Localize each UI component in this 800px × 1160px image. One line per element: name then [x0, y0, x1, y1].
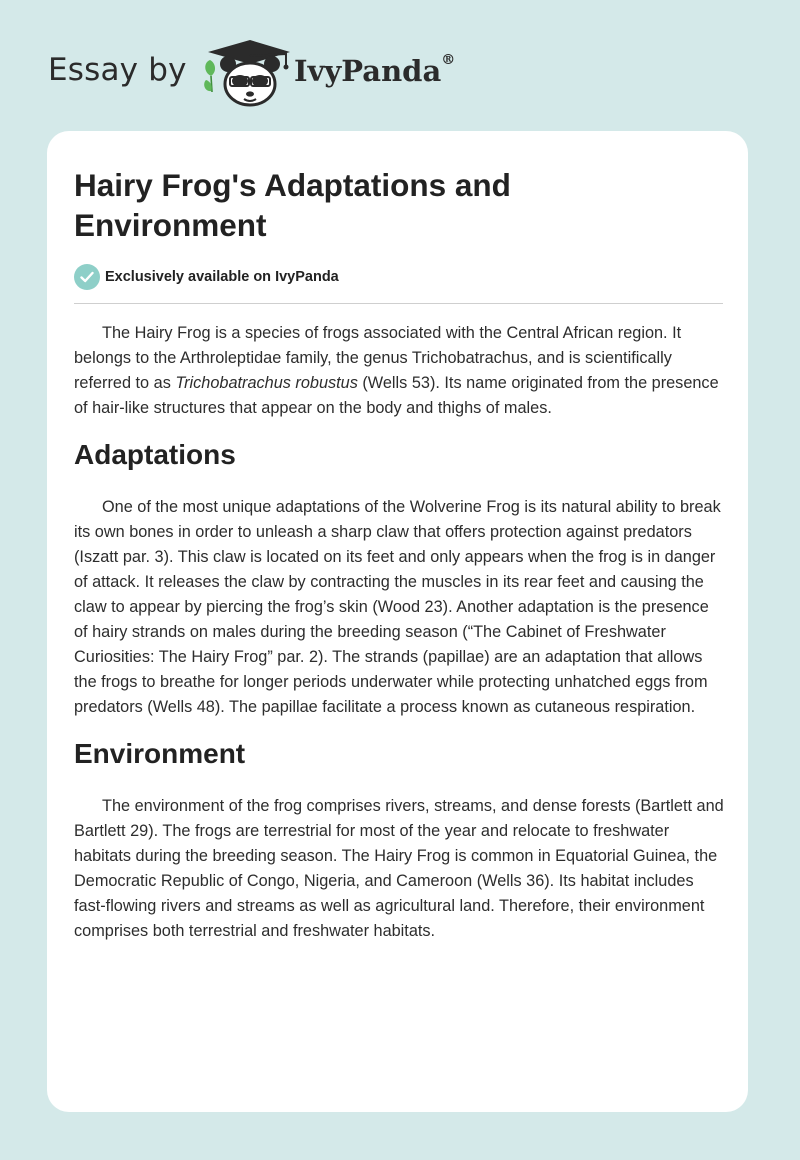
environment-paragraph: The environment of the frog comprises rivers, streams, and dense forests (Bartlett and Bartlett 29). The frogs are terrestrial for most of the year and relocate to freshwater habitats during the breeding season. The Hairy Frog is common in Equatorial Guinea, the Democratic Republic of Congo, Nigeria, and Cameroon (Wells 36). Its habitat includes fast-flowing rivers and streams as well as agricultural land. Therefore, their environment comprises both terrestrial and freshwater habitats. — [74, 797, 724, 940]
site-header — [0, 0, 800, 130]
essay-card — [47, 131, 748, 1112]
registered-mark: ® — [441, 52, 456, 68]
divider — [74, 303, 723, 304]
brand-prefix: Essay by — [48, 52, 187, 88]
adaptations-paragraph: One of the most unique adaptations of the Wolverine Frog is its natural ability to break its own bones in order to unleash a sharp claw that offers protection against predators (Iszatt par. 3). This claw is located on its feet and only appears when the frog is in danger of attack. It releases the claw by contracting the muscles in its rear feet and causing the claw to appear by piercing the frog’s skin (Wood 23). Another adaptation is the presence of hairy strands on males during the breeding season (“The Cabinet of Freshwater Curiosities: The Hairy Frog” par. 2). The strands (papillae) are an adaptation that allows the frogs to breathe for longer periods underwater while protecting unhatched eggs from predators (Wells 48). The papillae facilitate a process known as cutaneous respiration. — [74, 498, 721, 716]
panda-graduate-icon — [208, 40, 290, 105]
leaf-icon — [204, 60, 215, 92]
page-title: Hairy Frog's Adaptations and Environment — [74, 167, 511, 243]
essay-body — [74, 321, 726, 944]
intro-paragraph: The Hairy Frog is a species of frogs associated with the Central African region. It belongs to the Arthroleptidae family, the genus Trichobatrachus, and is scientifically referred to as Trichobatrachus robustus (Wells 53). Its name originated from the presence of hair-like structures that appear on the body and thighs of males. — [74, 324, 719, 417]
checkmark-icon — [74, 264, 100, 290]
section-heading-adaptations: Adaptations — [74, 439, 236, 470]
exclusive-badge — [74, 264, 339, 290]
ivypanda-logo[interactable] — [200, 36, 292, 108]
badge-text: Exclusively available on IvyPanda — [105, 269, 339, 285]
section-heading-environment: Environment — [74, 738, 246, 769]
scientific-name: Trichobatrachus robustus — [175, 374, 358, 392]
brand-name[interactable]: IvyPanda® — [294, 52, 456, 88]
